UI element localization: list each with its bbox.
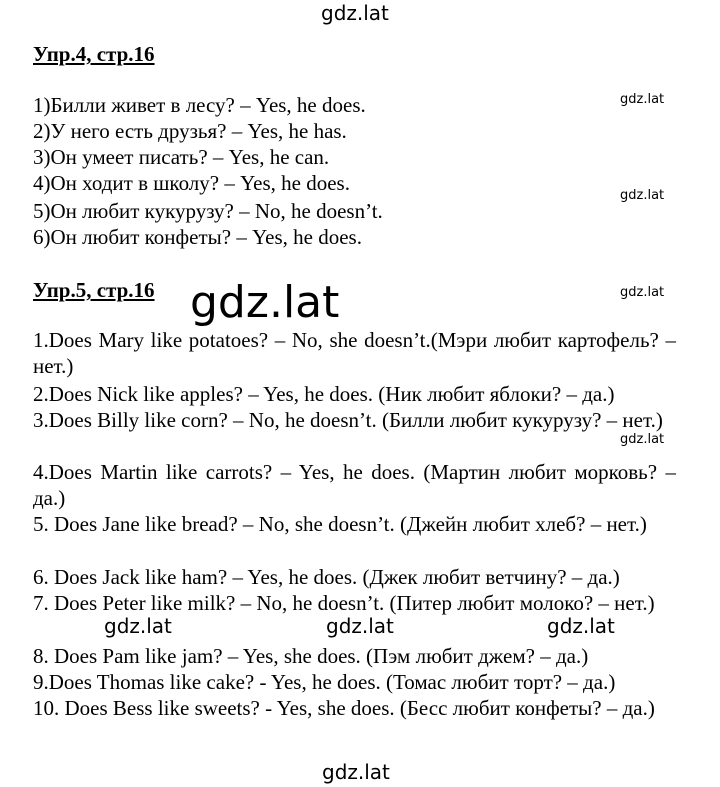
exercise-4-answer-4: 4)Он ходит в школу? – Yes, he does. [33,171,350,195]
exercise-4-title: Упр.4, стр.16 [33,42,155,66]
exercise-4-answer-6: 6)Он любит конфеты? – Yes, he does. [33,225,362,249]
exercise-5-answer-6: 6. Does Jack like ham? – Yes, he does. (Джек любит ветчину? – да.) [33,565,620,589]
exercise-5-answer-2: 2.Does Nick like apples? – Yes, he does. (Ник любит яблоки? – да.) [33,382,615,406]
exercise-4-answer-3: 3)Он умеет писать? – Yes, he can. [33,145,330,169]
watermark-large: gdz.lat [190,277,340,328]
watermark-row: gdz.lat [326,614,394,638]
exercise-4-answer-5: 5)Он любит кукурузу? – No, he doesn’t. [33,199,383,223]
exercise-5-answer-7: 7. Does Peter like milk? – No, he doesn’t. (Питер любит молоко? – нет.) [33,591,655,615]
watermark-right: gdz.lat [620,188,665,203]
watermark-row: gdz.lat [547,614,615,638]
exercise-4-answer-1: 1)Билли живет в лесу? – Yes, he does. [33,93,366,117]
exercise-5-title: Упр.5, стр.16 [33,278,155,302]
watermark-right: gdz.lat [620,432,665,447]
exercise-5-answer-9: 9.Does Thomas like cake? - Yes, he does. (Томас любит торт? – да.) [33,670,616,694]
exercise-5-answer-10: 10. Does Bess like sweets? - Yes, she does. (Бесс любит конфеты? – да.) [33,696,655,720]
watermark-row: gdz.lat [104,614,172,638]
exercise-5-answer-8: 8. Does Pam like jam? – Yes, she does. (Пэм любит джем? – да.) [33,644,589,668]
exercise-4-answer-2: 2)У него есть друзья? – Yes, he has. [33,119,347,143]
exercise-5-answer-5: 5. Does Jane like bread? – No, she doesn’t. (Джейн любит хлеб? – нет.) [33,512,647,536]
watermark-right: gdz.lat [620,285,665,300]
watermark-top: gdz.lat [321,1,389,25]
watermark-right: gdz.lat [620,92,665,107]
exercise-5-answer-4: 4.Does Martin like carrots? – Yes, he does. (Мартин любит морковь? – да.) [33,460,676,510]
exercise-5-answer-1: 1.Does Mary like potatoes? – No, she doesn’t.(Мэри любит картофель? – нет.) [33,328,676,378]
watermark-bottom: gdz.lat [322,760,390,784]
exercise-5-answer-3: 3.Does Billy like corn? – No, he doesn’t. (Билли любит кукурузу? – нет.) [33,408,663,432]
